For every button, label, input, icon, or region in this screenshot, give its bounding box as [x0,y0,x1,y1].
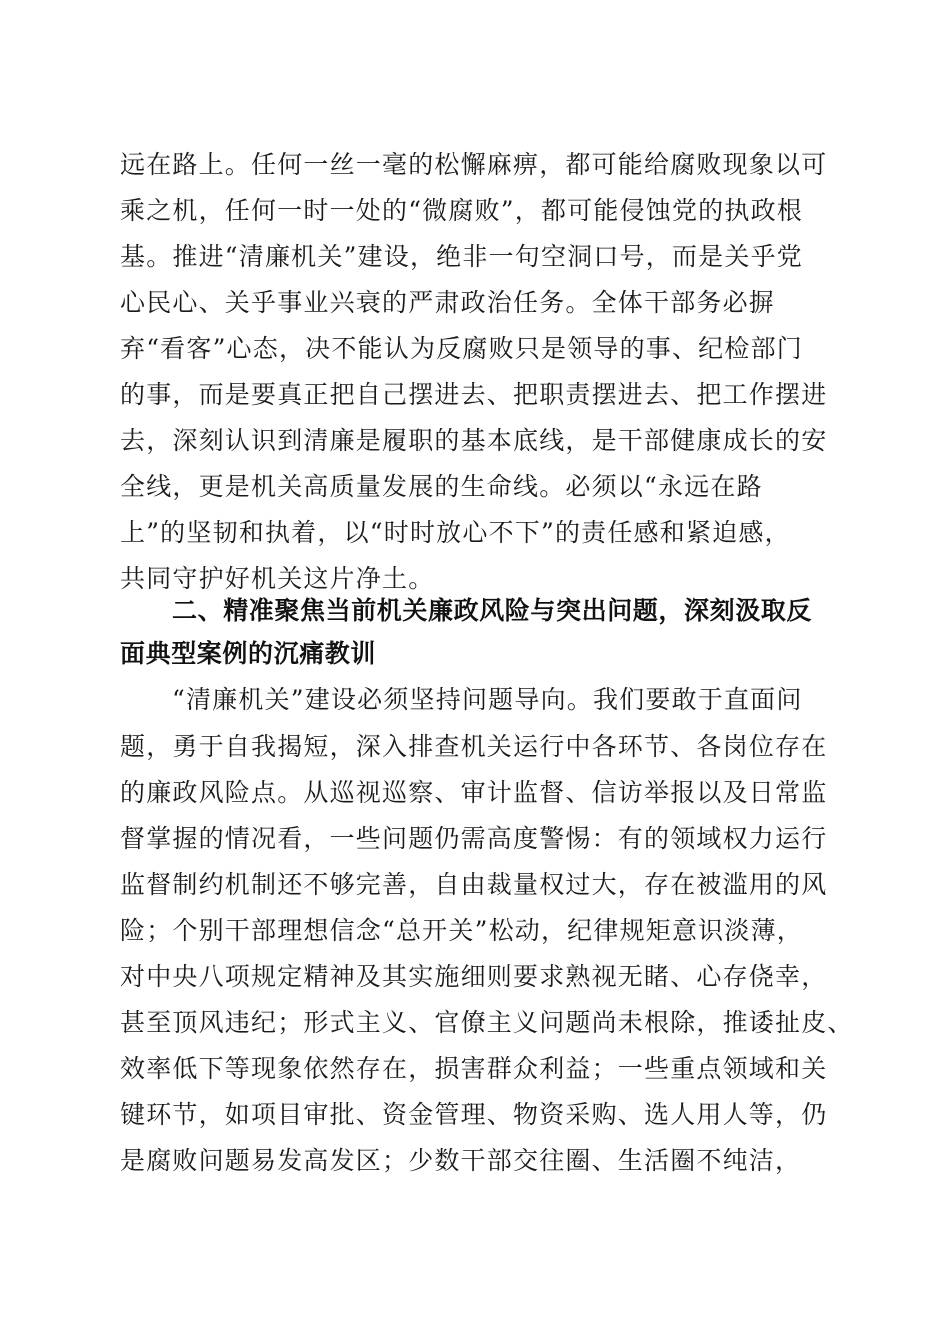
text-line: 共同守护好机关这片净土。 [120,564,435,593]
text-line: 全线，更是机关高质量发展的生命线。必须以“永远在路 [120,472,763,501]
heading-line: 面典型案例的沉痛教训 [120,639,377,668]
text-line: 上”的坚韧和执着，以“时时放心不下”的责任感和紧迫感， [120,518,791,547]
heading-line: 二、精准聚焦当前机关廉政风险与突出问题，深刻汲取反 [172,596,813,625]
text-line: 监督制约机制还不够完善，自由裁量权过大，存在被滥用的风 [120,870,828,899]
text-line: 远在路上。任何一丝一毫的松懈麻痹，都可能给腐败现象以可 [120,150,828,179]
text-line: 效率低下等现象依然存在，损害群众利益；一些重点领域和关 [120,1054,828,1083]
text-line: 督掌握的情况看，一些问题仍需高度警惕：有的领域权力运行 [120,824,828,853]
text-line: 是腐败问题易发高发区；少数干部交往圈、生活圈不纯洁， [120,1146,802,1175]
text-line: 对中央八项规定精神及其实施细则要求熟视无睹、心存侥幸， [120,962,828,991]
text-line: 基。推进“清廉机关”建设，绝非一句空洞口号，而是关乎党 [120,242,803,271]
text-line: “清廉机关”建设必须坚持问题导向。我们要敢于直面问 [172,685,803,714]
text-line: 的廉政风险点。从巡视巡察、审计监督、信访举报以及日常监 [120,778,828,807]
text-line: 题，勇于自我揭短，深入排查机关运行中各环节、各岗位存在 [120,732,828,761]
text-line: 去，深刻认识到清廉是履职的基本底线，是干部健康成长的安 [120,426,828,455]
text-line: 弃“看客”心态，决不能认为反腐败只是领导的事、纪检部门 [120,334,803,363]
text-line: 的事，而是要真正把自己摆进去、把职责摆进去、把工作摆进 [120,380,828,409]
text-line: 键环节，如项目审批、资金管理、物资采购、选人用人等，仍 [120,1100,828,1129]
text-line: 甚至顶风违纪；形式主义、官僚主义问题尚未根除，推诿扯皮、 [120,1008,854,1037]
text-line: 险；个别干部理想信念“总开关”松动，纪律规矩意识淡薄， [120,916,803,945]
text-line: 心民心、关乎事业兴衰的严肃政治任务。全体干部务必摒 [120,288,776,317]
text-line: 乘之机，任何一时一处的“微腐败”，都可能侵蚀党的执政根 [120,196,803,225]
